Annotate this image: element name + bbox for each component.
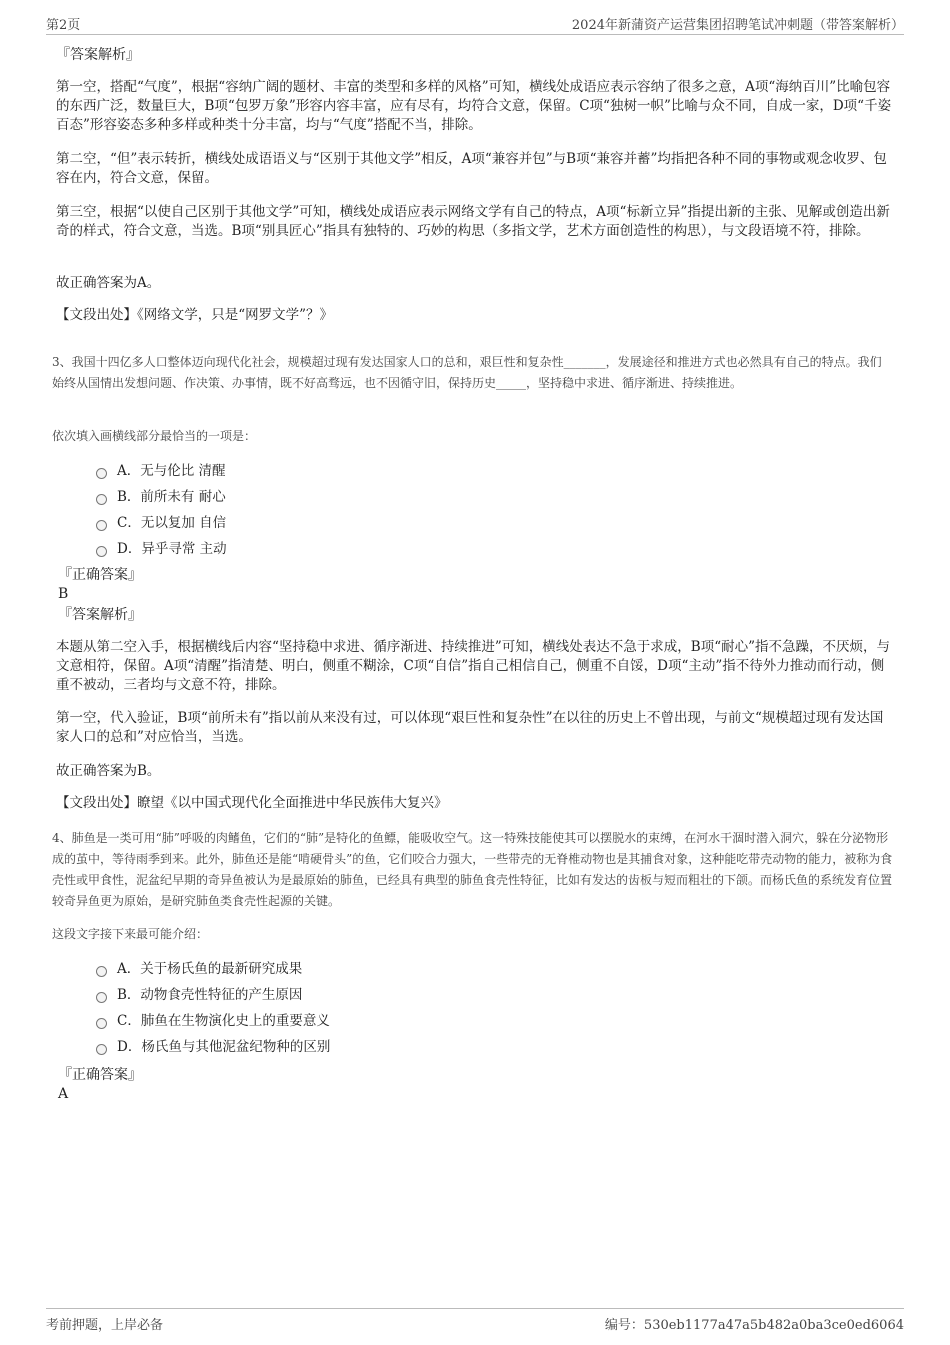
- option-key: B．: [117, 489, 141, 505]
- analysis-label: 『答案解析』: [56, 47, 140, 63]
- correct-answer-label: 『正确答案』: [58, 1067, 142, 1083]
- analysis-conclusion: 故正确答案为A。: [56, 275, 161, 291]
- option-d[interactable]: [56, 1034, 556, 1060]
- question-4-prompt: 这段文字接下来最可能介绍：: [52, 927, 209, 941]
- radio-icon[interactable]: [96, 1044, 107, 1055]
- question-3-prompt: 依次填入画横线部分最恰当的一项是：: [52, 429, 257, 443]
- analysis-paragraph-3: 第三空，根据“以使自己区别于其他文学”可知，横线处成语应表示网络文学有自己的特点，A项“标新立异”指提出新的主张、见解或创造出新奇的样式，符合文意，当选。B项“别具匠心”指具有独特的、巧妙的构思（多指文学，艺术方面创造性的构思），与文段语境不符，排除。: [56, 204, 890, 239]
- page-number: 第2页: [46, 18, 81, 33]
- question-3-stem: 3、我国十四亿多人口整体迈向现代化社会，规模超过现有发达国家人口的总和，艰巨性和复杂性_______，发展途径和推进方式也必然具有自己的特点。我们始终从国情出发想问题、作决策、办事情，既不好高骛远，也不因循守旧，保持历史_____，坚持稳中求进、循序渐进、持续推进。: [52, 355, 882, 390]
- option-key: B．: [117, 987, 141, 1003]
- radio-icon[interactable]: [96, 1018, 107, 1029]
- option-key: C．: [117, 1013, 141, 1029]
- radio-icon[interactable]: [96, 966, 107, 977]
- footer-slogan: 考前押题，上岸必备: [46, 1318, 164, 1333]
- option-text: 无以复加 自信: [140, 515, 227, 531]
- radio-icon[interactable]: [96, 494, 107, 505]
- analysis-source: 【文段出处】瞭望《以中国式现代化全面推进中华民族伟大复兴》: [56, 795, 448, 811]
- radio-icon[interactable]: [96, 468, 107, 479]
- question-4-options: [56, 956, 556, 1060]
- question-3-options: [56, 458, 456, 562]
- option-key: D．: [117, 541, 142, 557]
- option-d[interactable]: [56, 536, 456, 562]
- option-text: 肺鱼在生物演化史上的重要意义: [140, 1013, 330, 1029]
- radio-icon[interactable]: [96, 992, 107, 1003]
- option-c[interactable]: [56, 1008, 556, 1034]
- option-text: 前所未有 耐心: [140, 489, 226, 505]
- option-a[interactable]: [56, 956, 556, 982]
- option-b[interactable]: [56, 484, 456, 510]
- correct-answer: B: [58, 586, 69, 602]
- question-4-stem: 4、肺鱼是一类可用“肺”呼吸的肉鳍鱼，它们的“肺”是特化的鱼鳔，能吸收空气。这一特殊技能使其可以摆脱水的束缚，在河水干涸时潜入洞穴，躲在分泌物形成的茧中，等待雨季到来。此外，肺鱼还是能“啃硬骨头”的鱼，它们咬合力强大，一些带壳的无脊椎动物也是其捕食对象，这种能吃带壳动物的能力，被称为食壳性或甲食性，泥盆纪早期的奇异鱼被认为是最原始的肺鱼，已经具有典型的肺鱼食壳性特征，比如有发达的齿板与短而粗壮的下颌。而杨氏鱼的系统发育位置较奇异鱼更为原始，是研究肺鱼类食壳性起源的关键。: [52, 831, 893, 908]
- option-a[interactable]: [56, 458, 456, 484]
- document-title: 2024年新蒲资产运营集团招聘笔试冲刺题（带答案解析）: [571, 18, 904, 33]
- option-key: C．: [117, 515, 141, 531]
- analysis-paragraph-2: 第二空，“但”表示转折，横线处成语语义与“区别于其他文学”相反，A项“兼容并包”与B项“兼容并蓄”均指把各种不同的事物或观念收罗、包容在内，符合文意，保留。: [56, 151, 887, 186]
- option-text: 异乎寻常 主动: [141, 541, 227, 557]
- option-c[interactable]: [56, 510, 456, 536]
- option-text: 关于杨氏鱼的最新研究成果: [140, 961, 303, 977]
- radio-icon[interactable]: [96, 546, 107, 557]
- analysis-label: 『答案解析』: [58, 607, 142, 623]
- page-header: [46, 12, 904, 35]
- option-key: A．: [117, 961, 141, 977]
- correct-answer-label: 『正确答案』: [58, 567, 142, 583]
- analysis-paragraph-1: 本题从第二空入手，根据横线后内容“坚持稳中求进、循序渐进、持续推进”可知，横线处表达不急于求成，B项“耐心”指不急躁，不厌烦，与文意相符，保留。A项“清醒”指清楚、明白，侧重不糊涂，C项“自信”指自己相信自己，侧重不自馁，D项“主动”指不待外力推动而行动，侧重不被动，三者均与文意不符，排除。: [56, 639, 891, 693]
- option-text: 杨氏鱼与其他泥盆纪物种的区别: [141, 1039, 331, 1055]
- analysis-conclusion: 故正确答案为B。: [56, 763, 161, 779]
- option-key: D．: [117, 1039, 142, 1055]
- analysis-paragraph-1: 第一空，搭配“气度”，根据“容纳广阔的题材、丰富的类型和多样的风格”可知，横线处成语应表示容纳了很多之意，A项“海纳百川”比喻包容的东西广泛，数量巨大，B项“包罗万象”形容内容丰富，应有尽有，均符合文意，保留。C项“独树一帜”比喻与众不同，自成一家，D项“千姿百态”形容姿态多种多样或种类十分丰富，均与“气度”搭配不当，排除。: [56, 79, 892, 133]
- analysis-paragraph-2: 第一空，代入验证，B项“前所未有”指以前从来没有过，可以体现“艰巨性和复杂性”在以往的历史上不曾出现，与前文“规模超过现有发达国家人口的总和”对应恰当，当选。: [56, 710, 884, 745]
- analysis-source: 【文段出处】《网络文学，只是“网罗文学”？》: [56, 307, 334, 323]
- option-text: 无与伦比 清醒: [140, 463, 226, 479]
- option-key: A．: [117, 463, 141, 479]
- option-b[interactable]: [56, 982, 556, 1008]
- option-text: 动物食壳性特征的产生原因: [140, 987, 303, 1003]
- radio-icon[interactable]: [96, 520, 107, 531]
- document-id: 编号：530eb1177a47a5b482a0ba3ce0ed6064: [604, 1318, 904, 1333]
- page-footer: [46, 1308, 904, 1333]
- correct-answer: A: [58, 1086, 69, 1102]
